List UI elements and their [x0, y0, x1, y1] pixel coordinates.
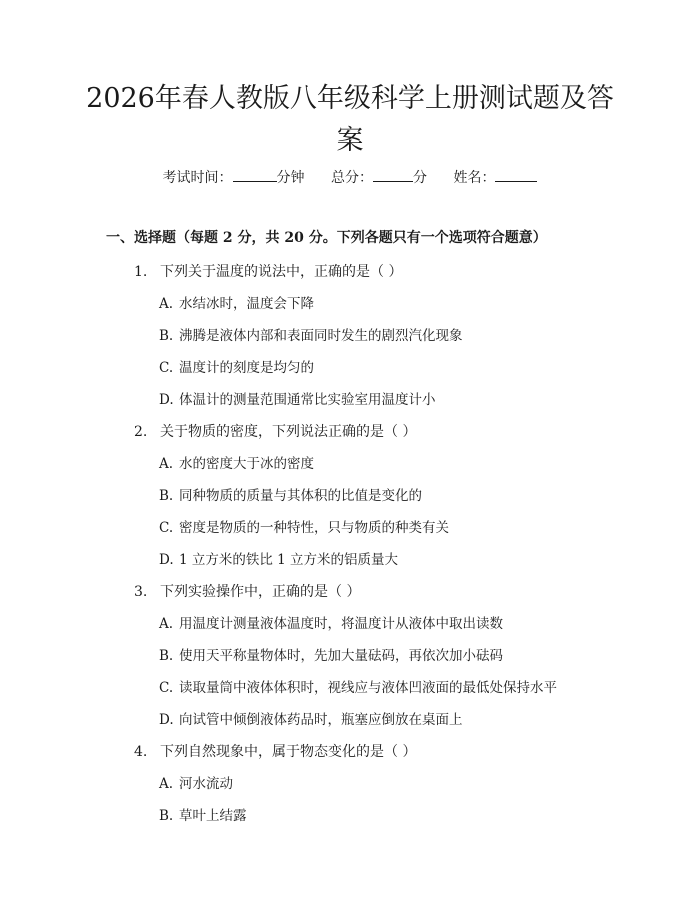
question-2 [134, 422, 416, 442]
option-text: 用温度计测量液体温度时，将温度计从液体中取出读数 [179, 616, 503, 632]
option-4b [159, 806, 247, 826]
question-number: 1. [134, 264, 148, 280]
option-text: 使用天平称量物体时，先加大量砝码，再依次加小砝码 [179, 648, 503, 664]
option-text: 水结冰时，温度会下降 [179, 296, 314, 312]
total-score-unit: 分 [413, 170, 427, 186]
question-text: 关于物质的密度，下列说法正确的是（ ） [160, 424, 417, 440]
option-2b [159, 486, 422, 506]
question-text: 下列关于温度的说法中，正确的是（ ） [160, 264, 403, 280]
option-2a [159, 454, 314, 474]
exam-info-line [100, 168, 600, 188]
question-number: 4. [134, 744, 148, 760]
section-heading: 一、选择题（每题 2 分，共 20 分。下列各题只有一个选项符合题意） [106, 230, 547, 246]
option-text: 草叶上结露 [179, 808, 247, 824]
option-letter: A. [159, 456, 174, 472]
option-letter: A. [159, 296, 174, 312]
question-number: 3. [134, 584, 148, 600]
exam-time-unit: 分钟 [276, 170, 305, 186]
total-score-label: 总分： [331, 170, 373, 186]
option-1a [159, 294, 314, 314]
option-1c [159, 358, 314, 378]
option-text: 体温计的测量范围通常比实验室用温度计小 [179, 392, 436, 408]
option-letter: C. [159, 360, 174, 376]
option-text: 1 立方米的铁比 1 立方米的铝质量大 [179, 552, 399, 568]
option-letter: B. [159, 328, 174, 344]
option-4a [159, 774, 233, 794]
exam-time-blank [233, 169, 277, 182]
option-text: 水的密度大于冰的密度 [179, 456, 314, 472]
option-letter: D. [159, 712, 174, 728]
option-text: 读取量筒中液体体积时，视线应与液体凹液面的最低处保持水平 [179, 680, 557, 696]
option-text: 河水流动 [179, 776, 233, 792]
option-text: 向试管中倾倒液体药品时，瓶塞应倒放在桌面上 [179, 712, 463, 728]
option-3a [159, 614, 503, 634]
option-letter: D. [159, 552, 174, 568]
option-text: 密度是物质的一种特性，只与物质的种类有关 [179, 520, 449, 536]
question-number: 2. [134, 424, 148, 440]
option-letter: B. [159, 488, 174, 504]
question-4 [134, 742, 416, 762]
option-letter: B. [159, 808, 174, 824]
option-text: 沸腾是液体内部和表面同时发生的剧烈汽化现象 [179, 328, 463, 344]
option-letter: C. [159, 520, 174, 536]
option-1b [159, 326, 463, 346]
option-3c [159, 678, 557, 698]
document-title: 2026年春人教版八年级科学上册测试题及答案 [86, 83, 614, 156]
exam-time-label: 考试时间： [162, 170, 233, 186]
option-letter: C. [159, 680, 174, 696]
option-text: 温度计的刻度是均匀的 [179, 360, 314, 376]
option-2c [159, 518, 449, 538]
option-3b [159, 646, 503, 666]
option-3d [159, 710, 463, 730]
option-letter: B. [159, 648, 174, 664]
option-letter: A. [159, 776, 174, 792]
question-1 [134, 262, 402, 282]
question-text: 下列实验操作中，正确的是（ ） [160, 584, 361, 600]
option-letter: A. [159, 616, 174, 632]
option-text: 同种物质的质量与其体积的比值是变化的 [179, 488, 422, 504]
question-3 [134, 582, 360, 602]
question-text: 下列自然现象中，属于物态变化的是（ ） [160, 744, 417, 760]
option-1d [159, 390, 436, 410]
total-score-blank [373, 169, 413, 182]
option-2d [159, 550, 398, 570]
option-letter: D. [159, 392, 174, 408]
name-blank [495, 169, 537, 182]
name-label: 姓名： [453, 170, 496, 186]
